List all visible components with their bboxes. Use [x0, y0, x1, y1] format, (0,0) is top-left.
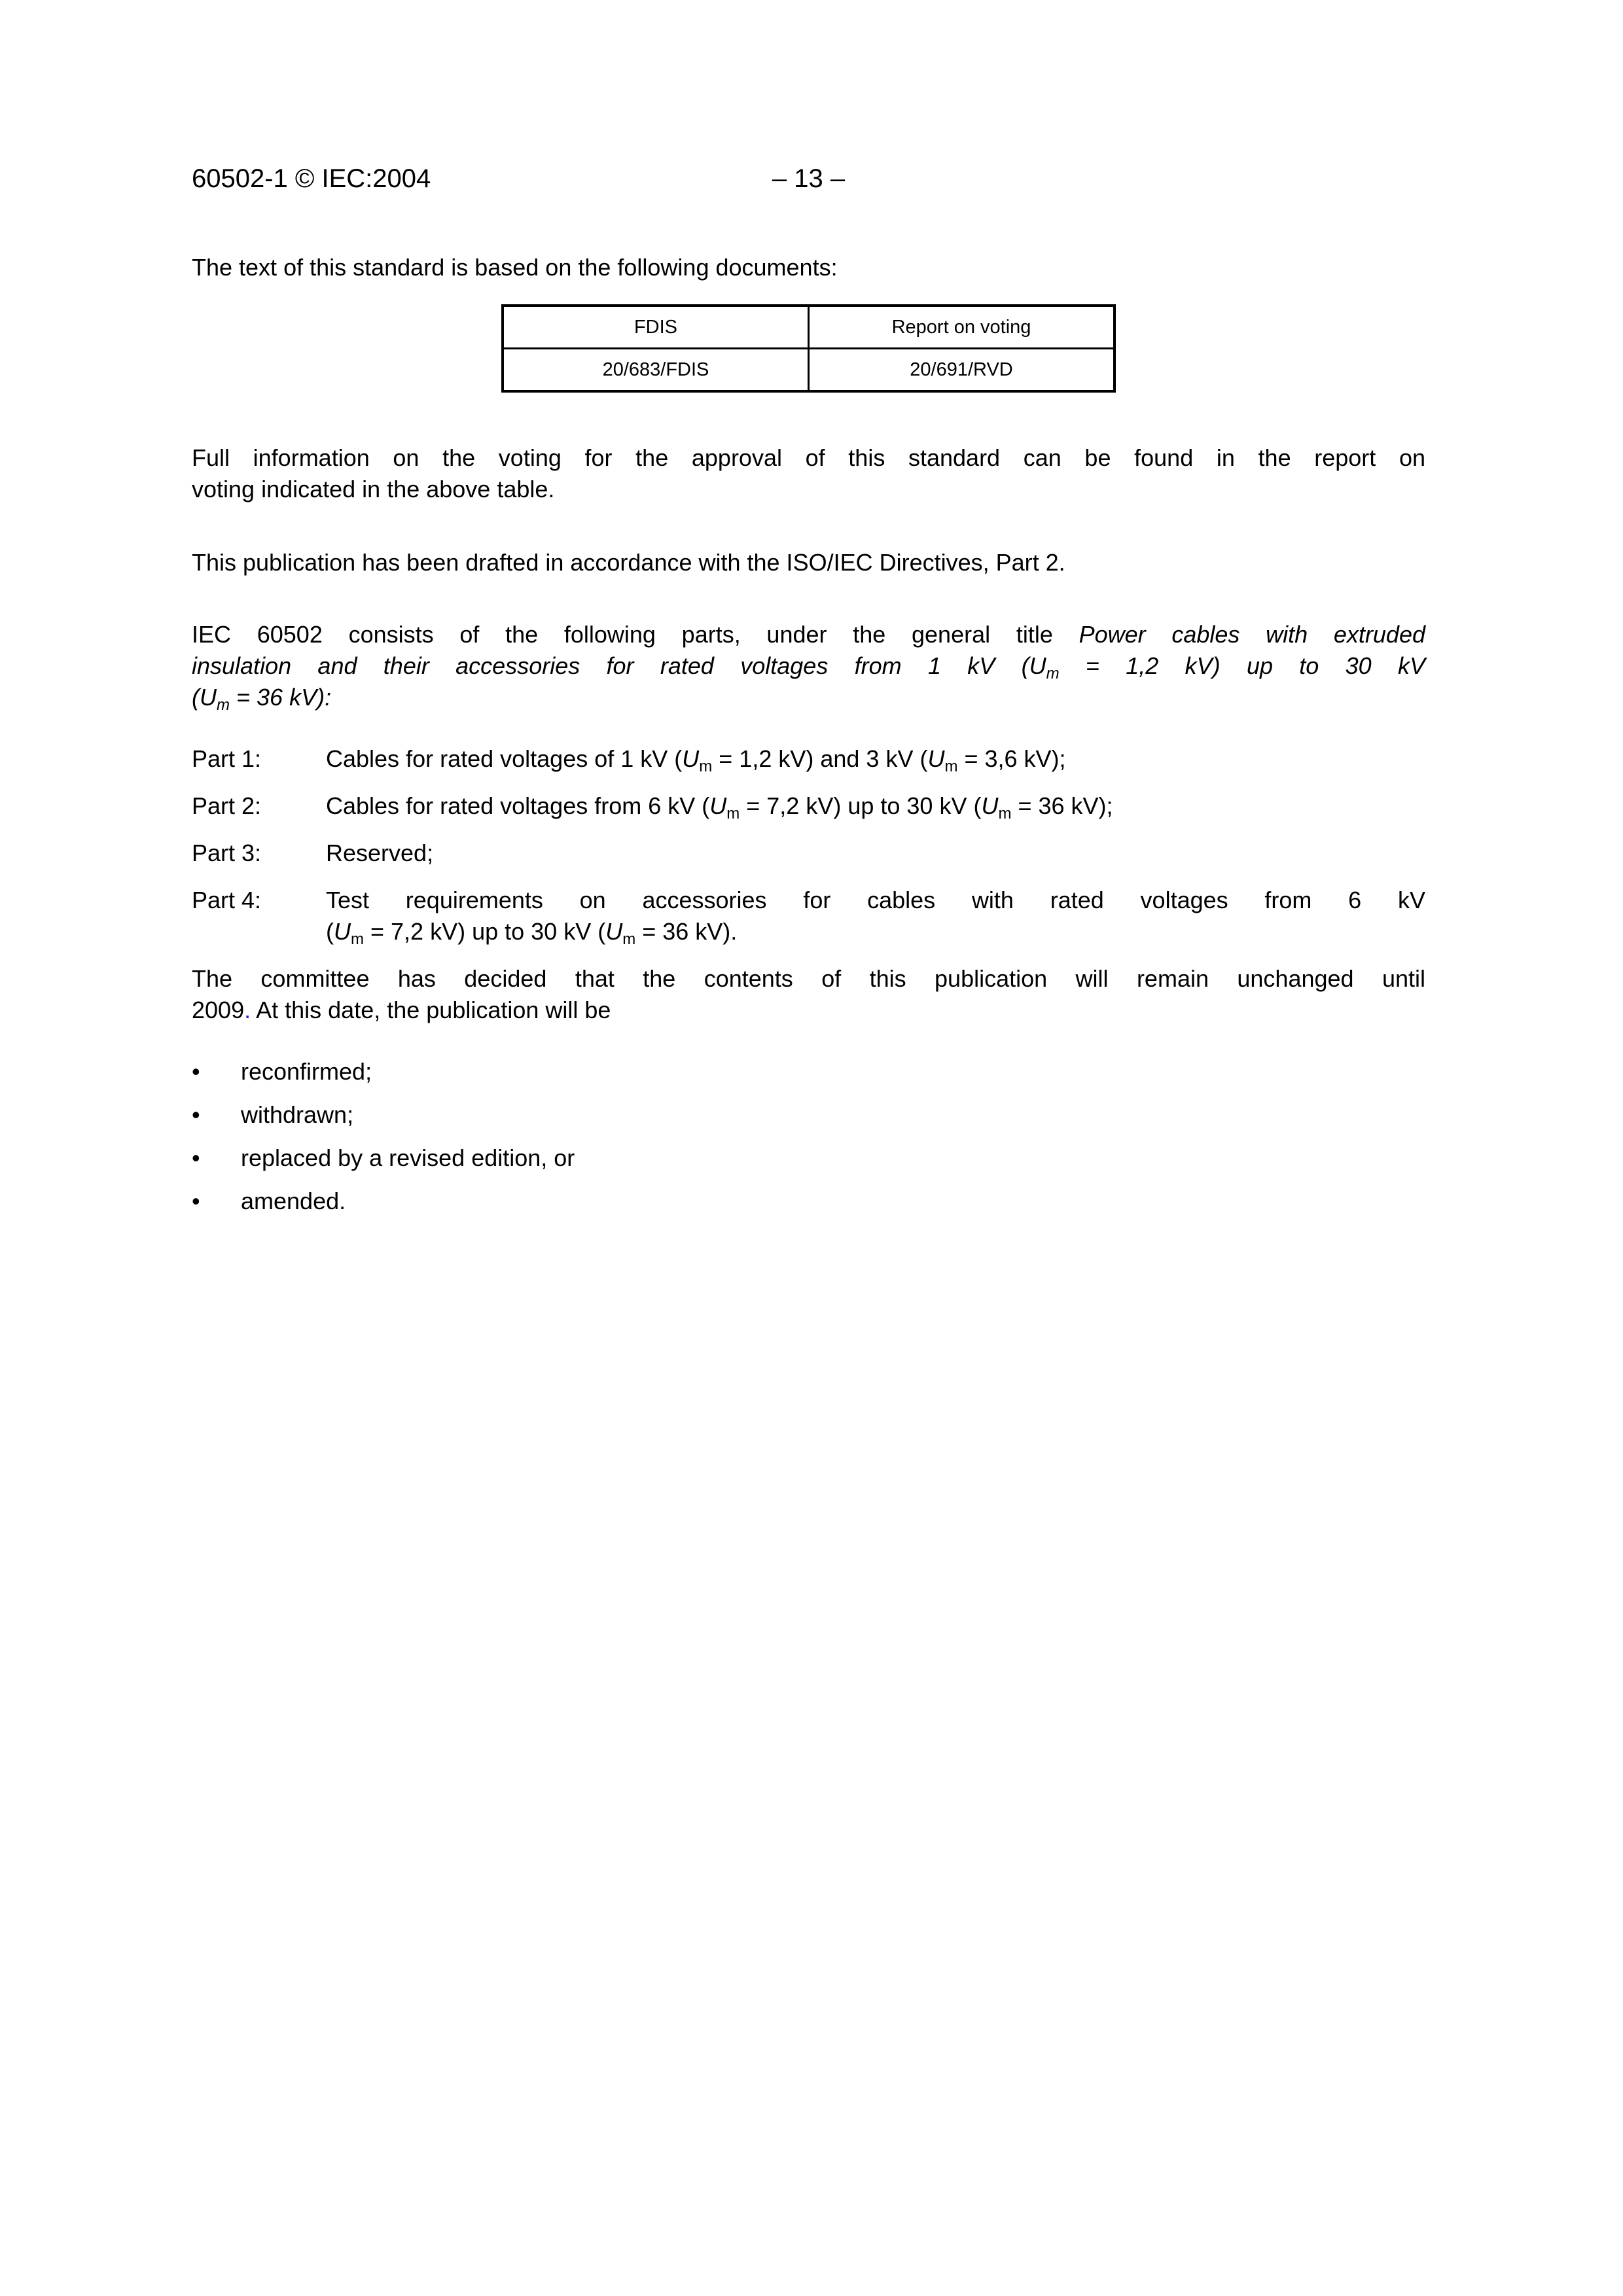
- series-line1-italic-title: Power cables with extruded: [1079, 621, 1425, 648]
- series-line1-regular: IEC 60502 consists of the following parts, under the general title: [192, 621, 1079, 648]
- table-header-fdis: FDIS: [503, 306, 809, 349]
- part-text: Cables for rated voltages of 1 kV (: [326, 745, 683, 772]
- part-item-2: [192, 790, 1425, 822]
- subscript-m: m: [1046, 665, 1060, 682]
- page-number: – 13 –: [772, 164, 846, 193]
- part-description: [326, 743, 1425, 775]
- paragraph-series-general-title: [192, 619, 1425, 713]
- part-label: Part 4:: [192, 887, 262, 913]
- bullet-text: amended.: [241, 1188, 346, 1214]
- table-header-row: [503, 306, 1115, 349]
- subscript-m: m: [726, 805, 740, 822]
- bullet-marker: •: [192, 1188, 200, 1214]
- period-artifact: .: [244, 997, 251, 1023]
- bullet-text: reconfirmed;: [241, 1058, 372, 1085]
- part-label: Part 2:: [192, 792, 262, 819]
- part4-line1: Test requirements on accessories for cables with rated voltages from 6 kV: [326, 887, 1425, 913]
- bullet-text: replaced by a revised edition, or: [241, 1144, 575, 1171]
- table-cell-fdis-number: 20/683/FDIS: [503, 349, 809, 392]
- part-label: Part 1:: [192, 745, 262, 772]
- symbol-U-italic: U: [709, 792, 727, 819]
- symbol-U-italic: U: [605, 918, 623, 945]
- subscript-m: m: [217, 696, 230, 714]
- series-line2: [192, 650, 1425, 682]
- bullet-marker: •: [192, 1058, 200, 1085]
- bullet-text: withdrawn;: [241, 1101, 354, 1128]
- part4-line2: [326, 916, 1425, 947]
- paragraph-iso-iec-directives: This publication has been drafted in accordance with the ISO/IEC Directives, Part 2.: [192, 549, 1065, 576]
- part-text: Reserved;: [326, 839, 434, 866]
- paragraph-voting-info: [192, 442, 1425, 505]
- series-line3-italic: [192, 684, 332, 714]
- table-header-report-on-voting: Report on voting: [809, 306, 1115, 349]
- part-text: = 36 kV);: [1011, 792, 1113, 819]
- subscript-m: m: [699, 758, 713, 775]
- parts-list: [192, 743, 1425, 947]
- subscript-m: m: [622, 930, 636, 948]
- part-text: = 7,2 kV) up to 30 kV (: [740, 792, 982, 819]
- part-description: [326, 838, 1425, 869]
- part-item-4: [192, 885, 1425, 947]
- series-line3: [192, 682, 1425, 713]
- subscript-m: m: [998, 805, 1012, 822]
- paragraph-voting-info-line1: Full information on the voting for the approval of this standard can be found in the report on: [192, 444, 1425, 471]
- part-description: [326, 790, 1425, 822]
- part-label: Part 3:: [192, 839, 262, 866]
- part-text: = 1,2 kV) and 3 kV (: [712, 745, 928, 772]
- bullet-marker: •: [192, 1101, 200, 1128]
- symbol-U-italic: U: [981, 792, 999, 819]
- part-text: (: [326, 918, 334, 945]
- part-text: = 3,6 kV);: [957, 745, 1066, 772]
- bullet-item-withdrawn: [192, 1099, 1425, 1131]
- series-line3-text: (U: [192, 684, 217, 711]
- bullet-item-replaced: [192, 1142, 1425, 1174]
- symbol-U-italic: U: [682, 745, 700, 772]
- symbol-U-italic: U: [334, 918, 351, 945]
- paragraph-committee-decision: [192, 963, 1425, 1026]
- part-text: Cables for rated voltages from 6 kV (: [326, 792, 710, 819]
- committee-line2-text: At this date, the publication will be: [251, 997, 611, 1023]
- series-line2-italic: [192, 652, 1426, 682]
- part-description: [326, 885, 1425, 947]
- committee-year: 2009: [192, 997, 245, 1023]
- part-text: = 7,2 kV) up to 30 kV (: [364, 918, 606, 945]
- bullet-item-amended: [192, 1186, 1425, 1217]
- series-line3-text-b: = 36 kV):: [230, 684, 332, 711]
- series-line1: [192, 619, 1425, 650]
- series-line2-text: insulation and their accessories for rated voltages from 1 kV (U: [192, 652, 1046, 679]
- voting-documents-table: [501, 304, 1116, 393]
- bullet-marker: •: [192, 1144, 200, 1171]
- subscript-m: m: [351, 930, 364, 948]
- series-line2-text-b: = 1,2 kV) up to 30 kV: [1059, 652, 1426, 679]
- paragraph-voting-info-line2: voting indicated in the above table.: [192, 476, 555, 503]
- symbol-U-italic: U: [927, 745, 945, 772]
- committee-line1: The committee has decided that the contents of this publication will remain unchanged until: [192, 965, 1425, 992]
- part-item-3: [192, 838, 1425, 869]
- bullet-list: [192, 1056, 1425, 1217]
- page-header: [192, 162, 1425, 195]
- table-data-row: [503, 349, 1115, 392]
- table-cell-rvd-number: 20/691/RVD: [809, 349, 1115, 392]
- subscript-m: m: [944, 758, 958, 775]
- bullet-item-reconfirmed: [192, 1056, 1425, 1087]
- part-item-1: [192, 743, 1425, 775]
- intro-paragraph: The text of this standard is based on the following documents:: [192, 254, 838, 281]
- part-text: = 36 kV).: [635, 918, 738, 945]
- committee-line2: [192, 995, 1425, 1026]
- running-header-document-ref: 60502-1 © IEC:2004: [192, 164, 431, 193]
